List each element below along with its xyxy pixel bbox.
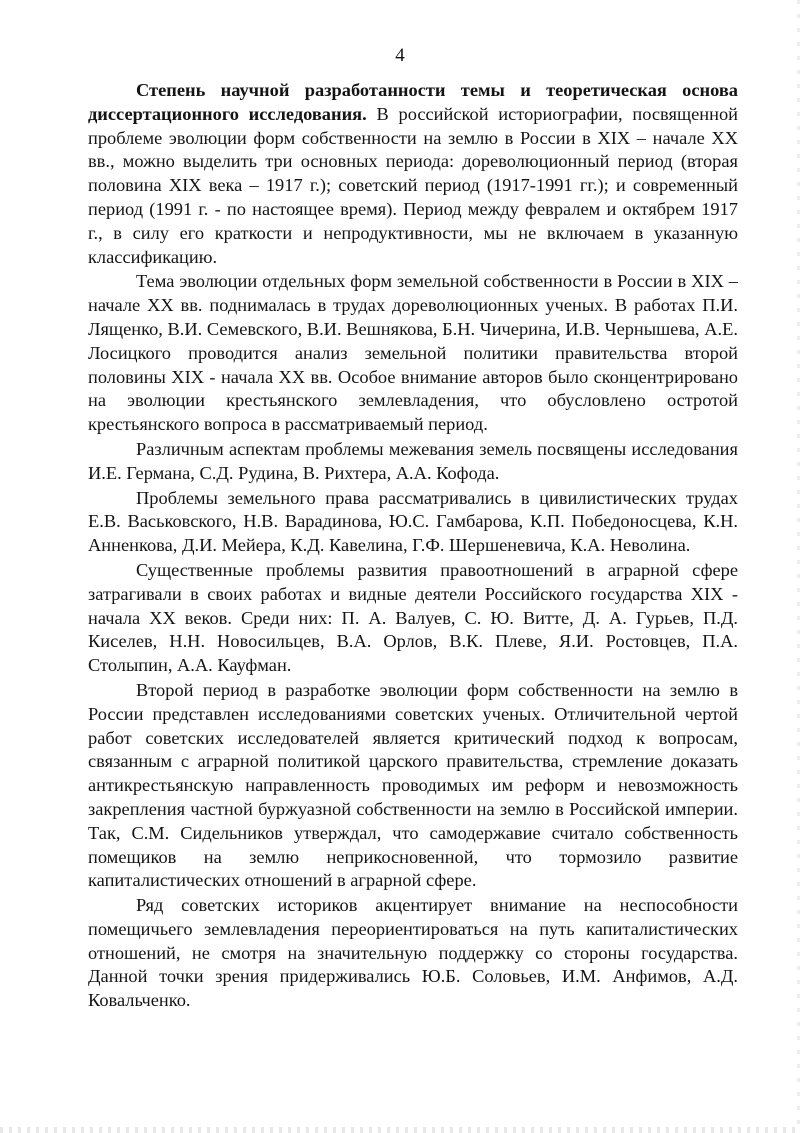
document-body xyxy=(88,79,738,1014)
paragraph-historiography-overview xyxy=(88,79,738,269)
paragraph-state-figures: Существенные проблемы развития правоотношений в аграрной сфере затрагивали в своих работах и видные деятели Российского государства XIX - начала XX веков. Среди них: П. А. Валуев, С. Ю. Витте, Д. А. Гурьев, П.Д. Киселев, Н.Н. Новосильцев, В.А. Орлов, В.К. Плеве, Я.И. Ростовцев, П.А. Столыпин, А.А. Кауфман. xyxy=(88,559,738,676)
paragraph-prerevolutionary-scholars: Тема эволюции отдельных форм земельной собственности в России в XIX – начале XX вв. поднималась в трудах дореволюционных ученых. В работах П.И. Лященко, В.И. Семевского, В.И. Вешнякова, Б.Н. Чичерина, И.В. Чернышева, А.Е. Лосицкого проводится анализ земельной политики правительства второй половины XIX - начала XX вв. Особое внимание авторов было сконцентрировано на эволюции крестьянского землевладения, что обусловлено остротой крестьянского вопроса в рассматриваемый период. xyxy=(88,271,738,435)
paragraph-text: В российской историографии, посвященной проблеме эволюции форм собственности на землю в России в XIX – начале XX вв., можно выделить три основных периода: дореволюционный период (вторая половина XIX века – 1917 г.); советский период (1917-1991 гг.); и современный период (1991 г. - по настоящее время). Период между февралем и октябрем 1917 г., в силу его краткости и непродуктивности, мы не включаем в указанную классификацию. xyxy=(88,103,738,267)
page-number: 4 xyxy=(395,45,405,66)
paragraph-land-survey-studies: Различным аспектам проблемы межевания земель посвящены исследования И.Е. Германа, С.Д. Рудина, В. Рихтера, А.А. Кофода. xyxy=(88,438,738,483)
paragraph-soviet-historians: Ряд советских историков акцентирует внимание на неспособности помещичьего землевладения переориентироваться на путь капиталистических отношений, не смотря на значительную поддержку со стороны государства. Данной точки зрения придерживались Ю.Б. Соловьев, И.М. Анфимов, А.Д. Ковальченко. xyxy=(88,895,738,1011)
paragraph-land-law-civilists: Проблемы земельного права рассматривались в цивилистических трудах Е.В. Васьковского, Н.В. Варадинова, Ю.С. Гамбарова, К.П. Победоносцева, К.Н. Анненкова, Д.И. Мейера, К.Д. Кавелина, Г.Ф. Шершеневича, К.А. Неволина. xyxy=(88,487,738,556)
scan-bottom-edge xyxy=(0,1127,800,1133)
section-heading-inline: Степень научной разработанности темы и теоретическая основа диссертационного исследования. xyxy=(88,80,738,124)
paragraph-soviet-period: Второй период в разработке эволюции форм собственности на землю в России представлен исследованиями советских ученых. Отличительной чертой работ советских исследователей является критический подход к вопросам, связанным с аграрной политикой царского правительства, стремление доказать антикрестьянскую направленность проводимых им реформ и невозможность закрепления частной буржуазной собственности на землю в Российской империи. Так, С.М. Сидельников утверждал, что самодержавие считало собственность помещиков на землю неприкосновенной, что тормозило развитие капиталистических отношений в аграрной сфере. xyxy=(88,679,738,891)
